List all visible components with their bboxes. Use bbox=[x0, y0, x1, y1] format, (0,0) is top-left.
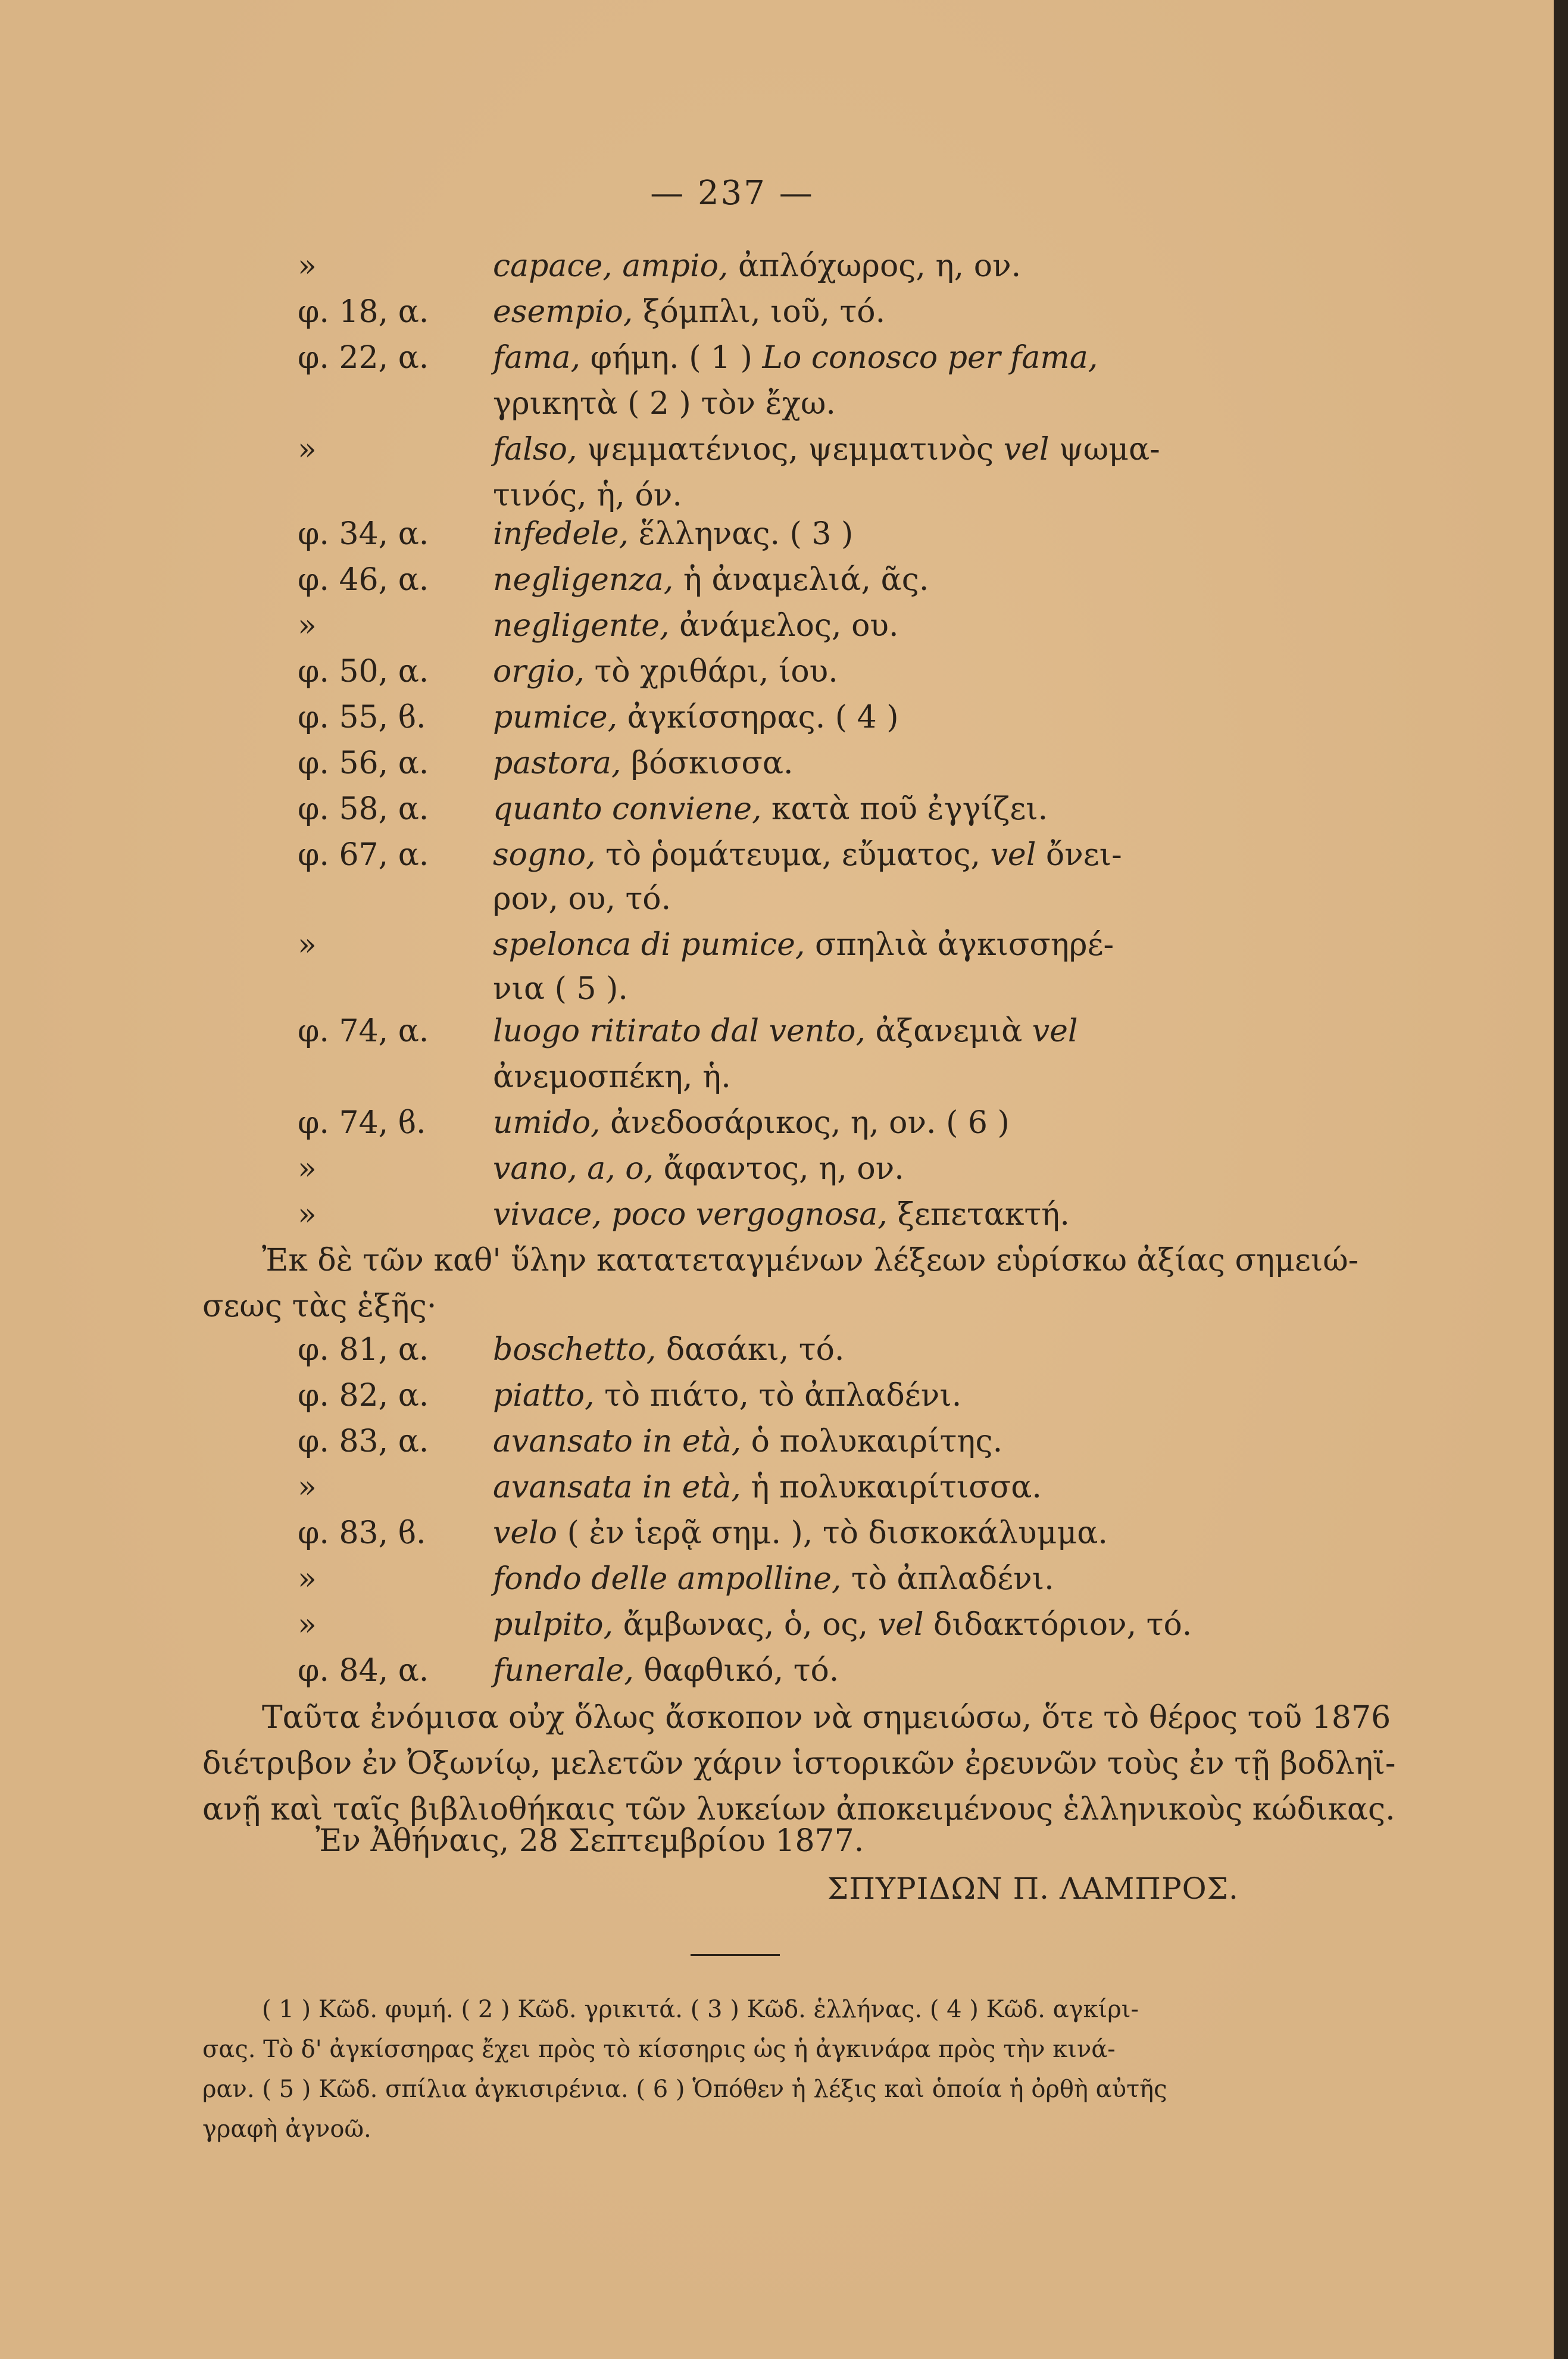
intro-line: Ἐκ δὲ τῶν καθ' ὕλην κατατεταγμένων λέξεων εὑρίσκω ἀξίας σημειώ- bbox=[262, 1243, 1359, 1278]
glossary-entry bbox=[0, 1646, 1554, 1696]
footnote-divider bbox=[691, 1954, 780, 1956]
latin-vel: vel bbox=[877, 1607, 924, 1643]
glossary-entry bbox=[0, 647, 1554, 697]
greek-gloss: τὸ ἀπλαδένι. bbox=[841, 1561, 1054, 1597]
greek-gloss: σπηλιὰ ἀγκισσηρέ- bbox=[805, 927, 1114, 963]
footnote-line: γραφὴ ἀγνοῶ. bbox=[202, 2115, 371, 2143]
folio-reference: » bbox=[298, 1607, 317, 1643]
greek-gloss: φήμη. ( 1 ) bbox=[580, 340, 763, 376]
italian-term: funerale, bbox=[493, 1653, 634, 1689]
greek-gloss: ὁ πολυκαιρίτης. bbox=[741, 1424, 1003, 1459]
folio-reference: φ. 46, α. bbox=[298, 562, 429, 598]
glossary-entry bbox=[0, 1098, 1554, 1148]
glossary-entry bbox=[0, 1416, 1554, 1466]
greek-gloss: ξόμπλι, ιοῦ, τό. bbox=[633, 294, 886, 330]
latin-vel: vel bbox=[1032, 1013, 1078, 1049]
intro-line: σεως τὰς ἑξῆς· bbox=[202, 1288, 437, 1324]
greek-gloss: ἀνεδοσάρικος, η, ον. ( 6 ) bbox=[600, 1105, 1010, 1141]
italian-term: vivace, poco vergognosa, bbox=[493, 1197, 888, 1232]
italian-term: piatto, bbox=[493, 1378, 595, 1413]
folio-reference: φ. 18, α. bbox=[298, 294, 429, 330]
entry-continuation: ἀνεμοσπέκη, ἡ. bbox=[493, 1059, 731, 1095]
glossary-entry bbox=[0, 920, 1554, 970]
folio-reference: » bbox=[298, 1469, 317, 1505]
glossary-entry bbox=[0, 1508, 1554, 1558]
greek-gloss: τὸ ῥομάτευμα, εὔματος, bbox=[595, 837, 991, 873]
greek-gloss-alt: ψωμα- bbox=[1049, 432, 1160, 467]
folio-reference: » bbox=[298, 432, 317, 467]
glossary-entry bbox=[0, 1190, 1554, 1240]
footnote-line: ραν. ( 5 ) Κῶδ. σπίλια ἀγκισιρένια. ( 6 ) Ὁπόθεν ἡ λέξις καὶ ὁποία ἡ ὀρθὴ αὐτῆς bbox=[202, 2076, 1167, 2103]
italian-term: pumice, bbox=[493, 700, 618, 735]
greek-gloss-alt: ὄνει- bbox=[1036, 837, 1122, 873]
folio-reference: φ. 22, α. bbox=[298, 340, 429, 376]
folio-reference: » bbox=[298, 927, 317, 963]
greek-gloss: ξεπετακτή. bbox=[887, 1197, 1070, 1232]
glossary-entry bbox=[0, 1006, 1554, 1056]
greek-gloss: ( ἐν ἱερᾷ σημ. ), τὸ δισκοκάλυμμα. bbox=[557, 1515, 1108, 1551]
italian-term: quanto conviene, bbox=[493, 791, 762, 827]
glossary-entry bbox=[0, 1144, 1554, 1194]
author-signature: ΣΠΥΡΙΔΩΝ Π. ΛΑΜΠΡΟΣ. bbox=[827, 1871, 1239, 1906]
greek-gloss: ἕλληνας. ( 3 ) bbox=[629, 516, 854, 552]
page-number: — 237 — bbox=[650, 174, 814, 213]
glossary-entry bbox=[0, 333, 1554, 383]
glossary-entry bbox=[0, 1371, 1554, 1421]
folio-reference: φ. 82, α. bbox=[298, 1378, 429, 1413]
greek-gloss: ἄφαντος, η, ον. bbox=[654, 1151, 904, 1187]
folio-reference: φ. 56, α. bbox=[298, 745, 429, 781]
folio-reference: φ. 74, ϐ. bbox=[298, 1105, 426, 1141]
footnote-line: σας. Τὸ δ' ἀγκίσσηρας ἔχει πρὸς τὸ κίσσηρις ὡς ἡ ἀγκινάρα πρὸς τὴν κινά- bbox=[202, 2036, 1116, 2063]
greek-gloss: ἀνάμελος, ου. bbox=[669, 608, 899, 644]
italian-term: fama, bbox=[493, 340, 581, 376]
greek-gloss: ἡ πολυκαιρίτισσα. bbox=[741, 1469, 1042, 1505]
greek-gloss: ἀπλόχωρος, η, ον. bbox=[728, 248, 1022, 284]
glossary-entry bbox=[0, 784, 1554, 834]
folio-reference: φ. 83, ϐ. bbox=[298, 1515, 426, 1551]
glossary-entry bbox=[0, 601, 1554, 651]
folio-reference: φ. 50, α. bbox=[298, 654, 429, 689]
greek-gloss: θαφθικό, τό. bbox=[633, 1653, 839, 1689]
greek-gloss: ἡ ἀναμελιά, ᾶς. bbox=[673, 562, 929, 598]
latin-vel: vel bbox=[990, 837, 1036, 873]
greek-gloss: τὸ πιάτο, τὸ ἀπλαδένι. bbox=[594, 1378, 962, 1413]
glossary-entry bbox=[0, 241, 1554, 291]
italian-term: fondo delle ampolline, bbox=[493, 1561, 842, 1597]
italian-term: sogno, bbox=[493, 837, 596, 873]
italian-phrase: Lo conosco per fama, bbox=[762, 340, 1098, 376]
greek-gloss-alt: διδακτόριον, τό. bbox=[923, 1607, 1192, 1643]
place-date: Ἐν Ἀθήναις, 28 Σεπτεμβρίου 1877. bbox=[316, 1823, 864, 1859]
italian-term: negligente, bbox=[493, 608, 670, 644]
italian-term: negligenza, bbox=[493, 562, 674, 598]
glossary-entry bbox=[0, 1554, 1554, 1604]
greek-gloss: βόσκισσα. bbox=[621, 745, 794, 781]
entry-continuation: νια ( 5 ). bbox=[493, 971, 628, 1007]
greek-gloss: ἀγκίσσηρας. ( 4 ) bbox=[617, 700, 899, 735]
italian-term: boschetto, bbox=[493, 1332, 657, 1368]
glossary-entry bbox=[0, 1600, 1554, 1650]
italian-term: capace, ampio, bbox=[493, 248, 729, 284]
folio-reference: φ. 83, α. bbox=[298, 1424, 429, 1459]
italian-term: umido, bbox=[493, 1105, 601, 1141]
folio-reference: » bbox=[298, 1197, 317, 1232]
italian-term: pastora, bbox=[493, 745, 621, 781]
italian-term: orgio, bbox=[493, 654, 585, 689]
glossary-entry bbox=[0, 287, 1554, 337]
italian-term: avansato in età, bbox=[493, 1424, 742, 1459]
glossary-entry bbox=[0, 1462, 1554, 1512]
greek-gloss: τὸ χριθάρι, ίου. bbox=[584, 654, 838, 689]
italian-term: spelonca di pumice, bbox=[493, 927, 805, 963]
folio-reference: φ. 55, ϐ. bbox=[298, 700, 426, 735]
glossary-entry bbox=[0, 425, 1554, 475]
italian-term: infedele, bbox=[493, 516, 629, 552]
glossary-entry bbox=[0, 830, 1554, 880]
folio-reference: » bbox=[298, 248, 317, 284]
greek-gloss: ἀξανεμιὰ bbox=[865, 1013, 1032, 1049]
closing-line: ανῇ καὶ ταῖς βιβλιοθήκαις τῶν λυκείων ἀποκειμένους ἑλληνικοὺς κώδικας. bbox=[202, 1792, 1395, 1827]
italian-term: avansata in età, bbox=[493, 1469, 741, 1505]
italian-term: luogo ritirato dal vento, bbox=[493, 1013, 866, 1049]
greek-gloss: κατὰ ποῦ ἐγγίζει. bbox=[761, 791, 1048, 827]
folio-reference: » bbox=[298, 608, 317, 644]
folio-reference: φ. 67, α. bbox=[298, 837, 429, 873]
footnote-line: ( 1 ) Κῶδ. φυμή. ( 2 ) Κῶδ. γρικιτά. ( 3 ) Κῶδ. ἑλλήνας. ( 4 ) Κῶδ. αγκίρι- bbox=[262, 1996, 1139, 2023]
folio-reference: φ. 74, α. bbox=[298, 1013, 429, 1049]
glossary-entry bbox=[0, 555, 1554, 605]
folio-reference: φ. 34, α. bbox=[298, 516, 429, 552]
glossary-entry bbox=[0, 738, 1554, 788]
closing-line: Ταῦτα ἐνόμισα οὐχ ὅλως ἄσκοπον νὰ σημειώσω, ὅτε τὸ θέρος τοῦ 1876 bbox=[262, 1700, 1391, 1736]
italian-term: pulpito, bbox=[493, 1607, 614, 1643]
folio-reference: φ. 81, α. bbox=[298, 1332, 429, 1368]
scan-edge bbox=[1554, 0, 1568, 2359]
italian-term: vano, a, o, bbox=[493, 1151, 654, 1187]
greek-gloss: ἄμβωνας, ὁ, ος, bbox=[613, 1607, 878, 1643]
latin-vel: vel bbox=[1003, 432, 1050, 467]
italian-term: esempio, bbox=[493, 294, 633, 330]
folio-reference: φ. 58, α. bbox=[298, 791, 429, 827]
entry-continuation: τινός, ἡ, όν. bbox=[493, 478, 682, 513]
closing-line: διέτριβον ἐν Ὀξωνίῳ, μελετῶν χάριν ἱστορικῶν ἐρευνῶν τοὺς ἐν τῇ βοδληϊ- bbox=[202, 1746, 1396, 1781]
glossary-entry bbox=[0, 509, 1554, 559]
greek-gloss: ψεμματένιος, ψεμματινὸς bbox=[577, 432, 1004, 467]
entry-continuation: ρον, ου, τό. bbox=[493, 881, 671, 917]
folio-reference: » bbox=[298, 1151, 317, 1187]
italian-term: velo bbox=[493, 1515, 558, 1551]
entry-continuation: γρικητὰ ( 2 ) τὸν ἔχω. bbox=[493, 386, 836, 422]
italian-term: falso, bbox=[493, 432, 577, 467]
glossary-entry bbox=[0, 692, 1554, 742]
folio-reference: » bbox=[298, 1561, 317, 1597]
folio-reference: φ. 84, α. bbox=[298, 1653, 429, 1689]
glossary-entry bbox=[0, 1325, 1554, 1375]
greek-gloss: δασάκι, τό. bbox=[656, 1332, 845, 1368]
